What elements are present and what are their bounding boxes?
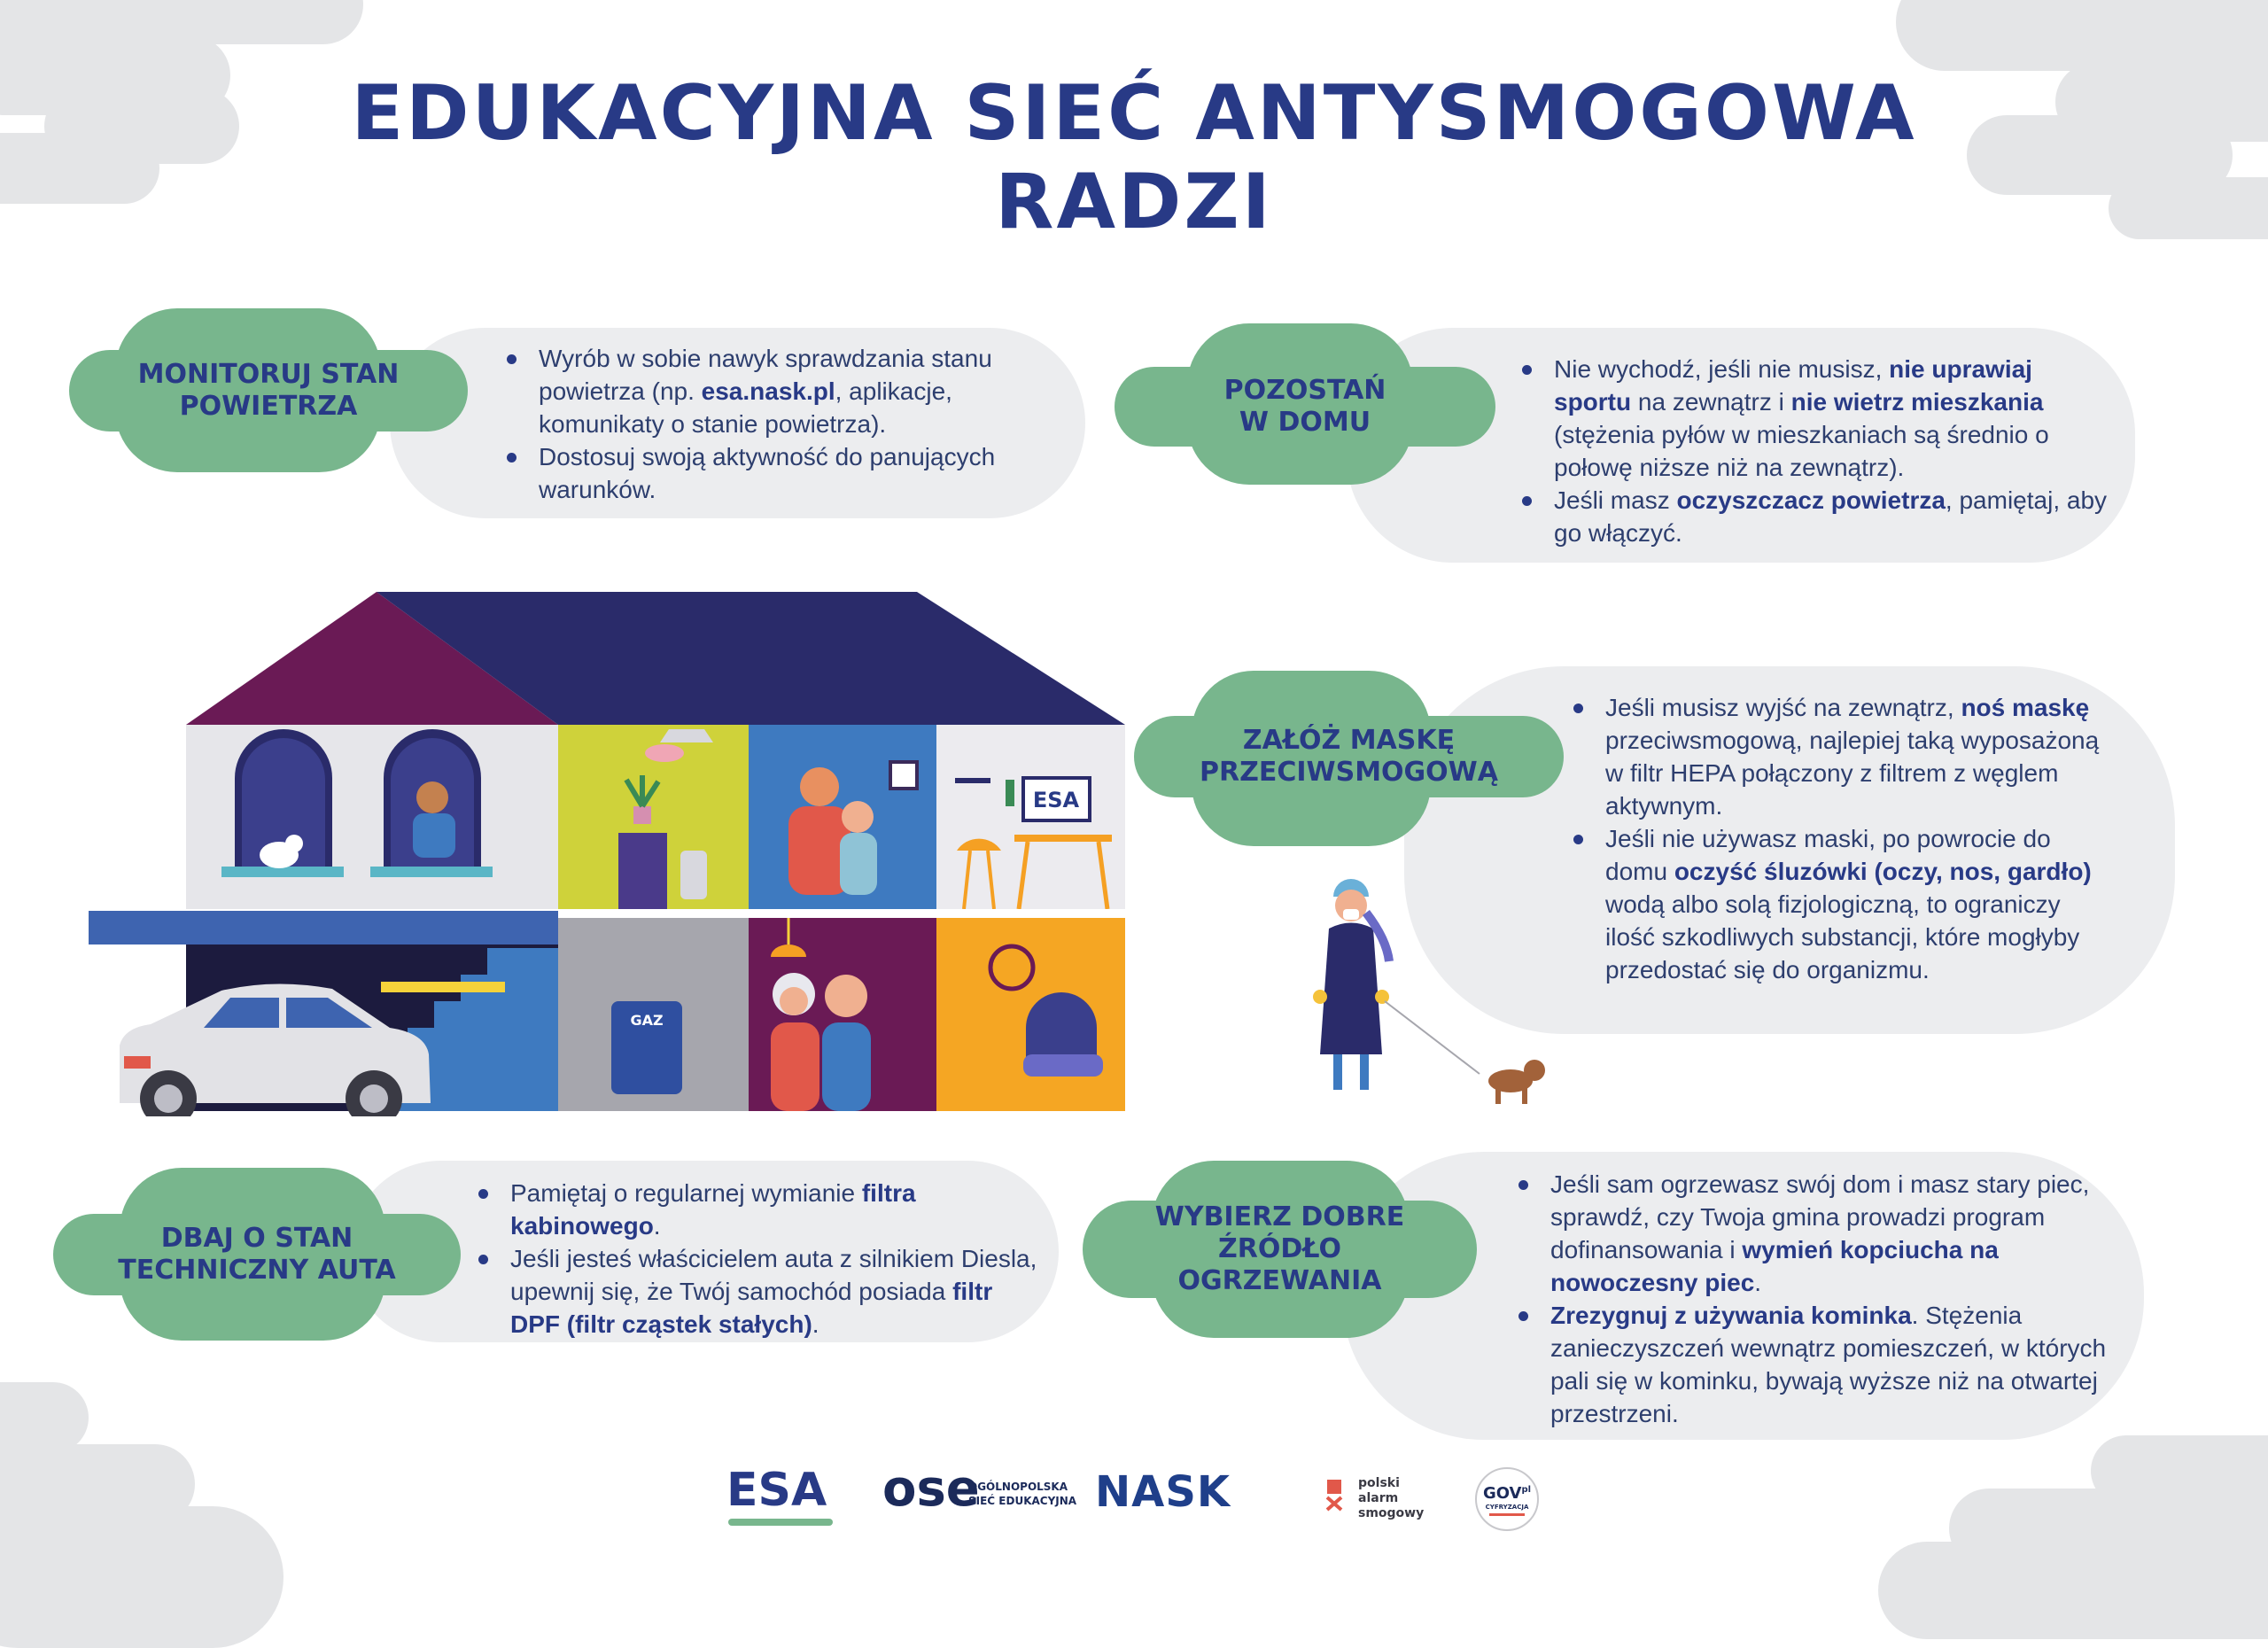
stay-home-list: [1518, 353, 2112, 549]
car-label-line-2: TECHNICZNY AUTA: [118, 1255, 396, 1286]
monitor-label-line-2: POWIETRZA: [179, 391, 358, 422]
monitor-label-band: [69, 350, 468, 431]
list-item: Dostosuj swoją aktywność do panujących warunków.: [503, 440, 1052, 506]
heating-list: [1515, 1168, 2117, 1430]
monitor-list: [503, 342, 1052, 506]
mask-list: [1570, 691, 2110, 986]
cloud-bottom-left: [0, 1382, 89, 1453]
ose-logo-caption: OGÓLNOPOLSKA SIEĆ EDUKACYJNA: [968, 1481, 1077, 1507]
list-item: Jeśli jesteś właścicielem auta z silnikiem Diesla, upewnij się, że Twój samochód posiada filtr DPF (filtr cząstek stałych).: [475, 1242, 1042, 1341]
monitor-label-line-1: MONITORUJ STAN: [137, 359, 400, 390]
mask-label-line-2: PRZECIWSMOGOWĄ: [1199, 757, 1498, 788]
title-line-2: RADZI: [995, 158, 1273, 246]
list-item: Jeśli nie używasz maski, po powrocie do domu oczyść śluzówki (oczy, nos, gardło) wodą albo solą fizjologiczną, to ograniczy ilość szkodliwych substancji, które mogłyby przedostać się do organizmu.: [1570, 822, 2110, 986]
car-label-band: [53, 1214, 461, 1295]
car-list: [475, 1177, 1042, 1341]
psa-logo: polski alarm smogowy: [1358, 1476, 1425, 1520]
car-label-line-1: DBAJ O STAN: [160, 1223, 353, 1254]
psa-logo-icon: [1325, 1478, 1343, 1512]
list-item: Pamiętaj o regularnej wymianie filtra kabinowego.: [475, 1177, 1042, 1242]
cloud-top-right: [1896, 0, 2268, 71]
cloud-bottom-left: [0, 1506, 284, 1648]
mask-label-band: [1134, 716, 1564, 797]
ose-logo: ose: [882, 1460, 980, 1518]
heating-label-line-2: ŹRÓDŁO: [1218, 1233, 1341, 1264]
heating-label-line-1: WYBIERZ DOBRE: [1154, 1201, 1405, 1232]
list-item: Nie wychodź, jeśli nie musisz, nie uprawiaj sportu na zewnątrz i nie wietrz mieszkania (stężenia pyłów w mieszkaniach są średnio o połowę niższe niż na zewnątrz).: [1518, 353, 2112, 484]
stay-home-label-line-2: W DOMU: [1239, 407, 1371, 438]
woman-with-dog-illustration: [1293, 877, 1559, 1108]
nask-logo: NASK: [1095, 1467, 1231, 1517]
mask-label-line-1: ZAŁÓŻ MASKĘ: [1242, 725, 1456, 756]
heating-label-line-3: OGRZEWANIA: [1177, 1265, 1382, 1296]
list-item: Jeśli sam ogrzewasz swój dom i masz stary piec, sprawdź, czy Twoja gmina prowadzi program dofinansowania i wymień kopciucha na nowoczesny piec.: [1515, 1168, 2117, 1299]
house-illustration: [89, 585, 1152, 1116]
list-item: Jeśli masz oczyszczacz powietrza, pamiętaj, aby go włączyć.: [1518, 484, 2112, 549]
page-title: [0, 69, 2268, 246]
stay-home-label-band: [1115, 367, 1495, 447]
stay-home-label-line-1: POZOSTAŃ: [1223, 375, 1386, 406]
title-line-1: EDUKACYJNA SIEĆ ANTYSMOGOWA: [351, 69, 1917, 158]
cloud-bottom-right: [1878, 1542, 2268, 1639]
list-item: Wyrób w sobie nawyk sprawdzania stanu powietrza (np. esa.nask.pl, aplikacje, komunikaty o stanie powietrza).: [503, 342, 1052, 440]
list-item: Jeśli musisz wyjść na zewnątrz, noś maskę przeciwsmogową, najlepiej taką wyposażoną w filtr HEPA połączony z filtrem z węglem aktywnym.: [1570, 691, 2110, 822]
list-item: Zrezygnuj z używania kominka. Stężenia zanieczyszczeń wewnątrz pomieszczeń, w których pali się w kominku, bywają wyższe niż na otwartej przestrzeni.: [1515, 1299, 2117, 1430]
heating-label-band: [1083, 1201, 1477, 1298]
esa-logo: ESA: [726, 1464, 827, 1517]
gaz-label: GAZ: [630, 1012, 664, 1029]
esa-sign-text: ESA: [1032, 788, 1080, 812]
gov-logo: $GOV^{pl}$ CYFRYZACJA: [1475, 1467, 1539, 1531]
